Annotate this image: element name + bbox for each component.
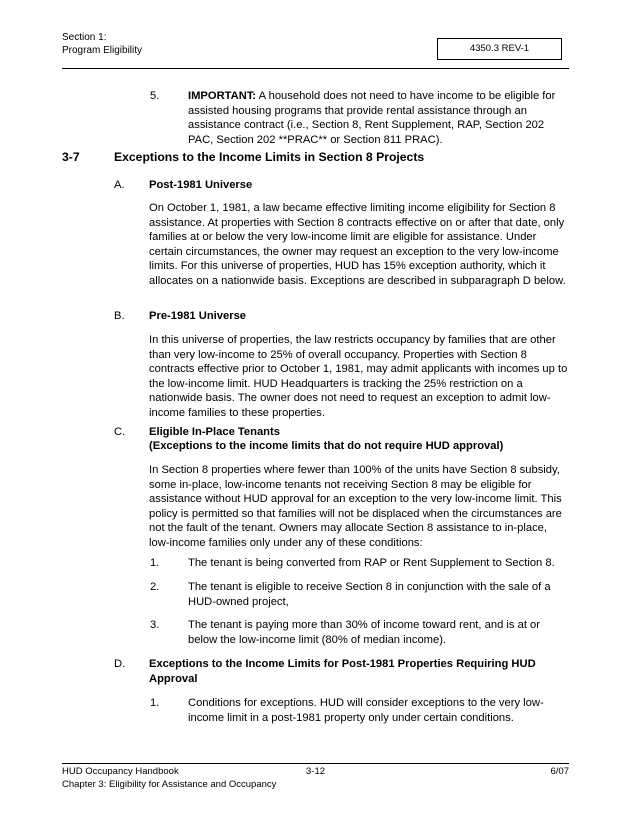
- subB-title: Pre-1981 Universe: [149, 310, 247, 322]
- subC-item2-text: The tenant is eligible to receive Section 8 in conjunction with the sale of a HUD-owned project,: [188, 581, 551, 608]
- item5-number: 5.: [150, 90, 160, 102]
- page-number: 3-12: [306, 766, 326, 777]
- header-chapter-name: Program Eligibility: [62, 45, 143, 56]
- footer-handbook: HUD Occupancy Handbook: [62, 766, 179, 777]
- subC-letter: C.: [114, 426, 126, 438]
- subD-title: Exceptions to the Income Limits for Post-1981 Properties Requiring HUD Approval: [149, 658, 536, 685]
- header-rule: [62, 68, 569, 69]
- subB-letter: B.: [114, 310, 125, 322]
- subC-subtitle: (Exceptions to the income limits that do not require HUD approval): [149, 440, 504, 452]
- section-title: Exceptions to the Income Limits in Section 8 Projects: [114, 150, 425, 164]
- important-label: IMPORTANT:: [188, 90, 257, 102]
- footer-rule: [62, 763, 569, 764]
- item5-paragraph: [188, 89, 564, 147]
- subC-body: In Section 8 properties where fewer than 100% of the units have Section 8 subsidy, some in-place, low-income tenants not receiving Section 8 may be eligible for assistance without HUD approval for an exception to the very low-income limit. This policy is permitted so that families will not be displaced when the circumstances are not the fault of the tenant. Owners may allocate Section 8 assistance to in-place, low-income families only under any of these conditions:: [149, 464, 562, 549]
- section-number: 3-7: [62, 150, 80, 164]
- footer-chapter: Chapter 3: Eligibility for Assistance and Occupancy: [62, 778, 277, 790]
- footer-date: 6/07: [550, 766, 569, 777]
- subC-item2-number: 2.: [150, 581, 160, 593]
- subC-item3-number: 3.: [150, 619, 160, 631]
- subB-body: In this universe of properties, the law restricts occupancy by families that are other than very low-income to 25% of overall occupancy. Properties with Section 8 contracts effective prior to October 1, 1981, may admit applicants with incomes up to the low-income limit. HUD Headquarters is tracking the 25% restriction on a nationwide basis. The owner does not need to request an exception to admit low-income families to these properties.: [149, 334, 568, 419]
- subA-letter: A.: [114, 179, 125, 191]
- subD-letter: D.: [114, 658, 126, 670]
- subD-item1-number: 1.: [150, 697, 160, 709]
- subC-item3-text: The tenant is paying more than 30% of income toward rent, and is at or below the low-income limit (80% of median income).: [188, 619, 540, 646]
- subC-item1-number: 1.: [150, 557, 160, 569]
- running-header: [62, 31, 142, 57]
- subD-item1-text: Conditions for exceptions. HUD will consider exceptions to the very low-income limit in a post-1981 property only under certain conditions.: [188, 697, 544, 724]
- subA-title: Post-1981 Universe: [149, 179, 253, 191]
- running-footer: [62, 766, 276, 791]
- revision-box: 4350.3 REV-1: [437, 38, 562, 60]
- subC-item1-text: The tenant is being converted from RAP or Rent Supplement to Section 8.: [188, 557, 555, 569]
- header-section: Section 1:: [62, 32, 107, 43]
- subC-title: Eligible In-Place Tenants: [149, 426, 280, 438]
- subA-body: On October 1, 1981, a law became effective limiting income eligibility for Section 8 assistance. At properties with Section 8 contracts effective on or after that date, only families at or below the very low-income limit are eligible for assistance. Under certain circumstances, the owner may request an exception to the very low-income limits. For this universe of properties, HUD has 15% exception authority, which it allocates on a nationwide basis. Exceptions are described in subparagraph D below.: [149, 202, 566, 287]
- item5-text: A household does not need to have income to be eligible for assisted housing programs that provide rental assistance through an assistance contract (i.e., Section 8, Rent Supplement, RAP, Section 202 PAC, Section 202 **PRAC** or Section 811 PRAC).: [188, 90, 556, 146]
